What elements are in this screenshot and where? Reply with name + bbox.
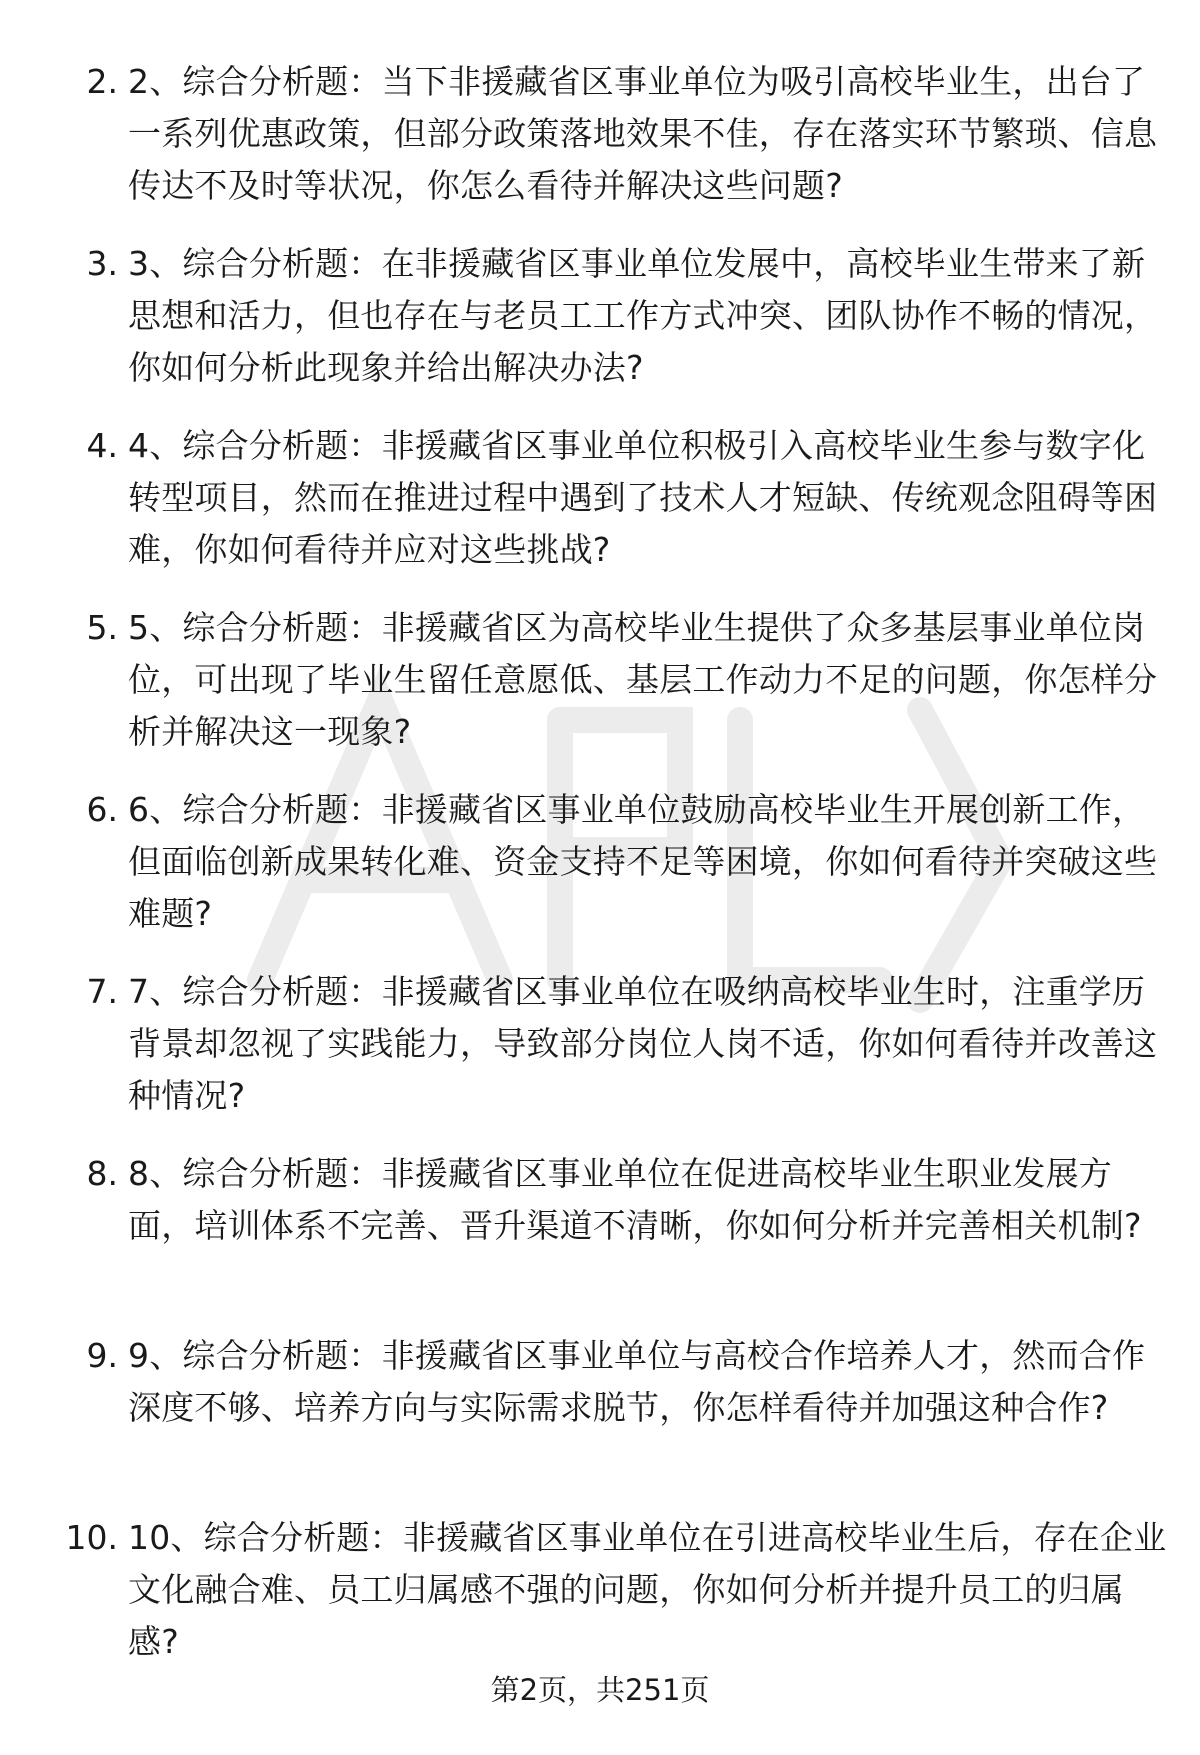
question-text: 9、综合分析题：非援藏省区事业单位与高校合作培养人才，然而合作深度不够、培养方向与实际需求脱节，你怎样看待并加强这种合作? xyxy=(128,1336,1146,1427)
question-list xyxy=(0,56,1200,1694)
list-item xyxy=(0,1512,1200,1694)
question-text: 4、综合分析题：非援藏省区事业单位积极引入高校毕业生参与数字化转型项目，然而在推进过程中遇到了技术人才短缺、传统观念阻碍等困难，你如何看待并应对这些挑战? xyxy=(128,426,1158,569)
question-number: 9. xyxy=(86,1336,118,1375)
list-item xyxy=(0,602,1200,784)
question-number: 7. xyxy=(86,972,118,1011)
question-number: 8. xyxy=(86,1154,118,1193)
question-text: 8、综合分析题：非援藏省区事业单位在促进高校毕业生职业发展方面，培训体系不完善、晋升渠道不清晰，你如何分析并完善相关机制? xyxy=(128,1154,1142,1245)
list-item xyxy=(0,420,1200,602)
question-text: 10、综合分析题：非援藏省区事业单位在引进高校毕业生后，存在企业文化融合难、员工归属感不强的问题，你如何分析并提升员工的归属感? xyxy=(128,1518,1167,1661)
question-text: 7、综合分析题：非援藏省区事业单位在吸纳高校毕业生时，注重学历背景却忽视了实践能力，导致部分岗位人岗不适，你如何看待并改善这种情况? xyxy=(128,972,1158,1115)
question-text: 5、综合分析题：非援藏省区为高校毕业生提供了众多基层事业单位岗位，可出现了毕业生留任意愿低、基层工作动力不足的问题，你怎样分析并解决这一现象? xyxy=(128,608,1158,751)
question-text: 2、综合分析题：当下非援藏省区事业单位为吸引高校毕业生，出台了一系列优惠政策，但部分政策落地效果不佳，存在落实环节繁琐、信息传达不及时等状况，你怎么看待并解决这些问题? xyxy=(128,62,1158,205)
list-item xyxy=(0,784,1200,966)
question-number: 6. xyxy=(86,790,118,829)
question-number: 5. xyxy=(86,608,118,647)
list-item xyxy=(0,56,1200,238)
question-number: 10. xyxy=(65,1518,118,1557)
question-number: 2. xyxy=(86,62,118,101)
list-item xyxy=(0,966,1200,1148)
list-item xyxy=(0,1330,1200,1512)
list-item xyxy=(0,238,1200,420)
question-text: 6、综合分析题：非援藏省区事业单位鼓励高校毕业生开展创新工作，但面临创新成果转化难、资金支持不足等困境，你如何看待并突破这些难题? xyxy=(128,790,1158,933)
question-text: 3、综合分析题：在非援藏省区事业单位发展中，高校毕业生带来了新思想和活力，但也存在与老员工工作方式冲突、团队协作不畅的情况，你如何分析此现象并给出解决办法? xyxy=(128,244,1158,387)
question-number: 4. xyxy=(86,426,118,465)
page-footer: 第2页，共251页 xyxy=(490,1673,710,1707)
list-item xyxy=(0,1148,1200,1330)
question-number: 3. xyxy=(86,244,118,283)
